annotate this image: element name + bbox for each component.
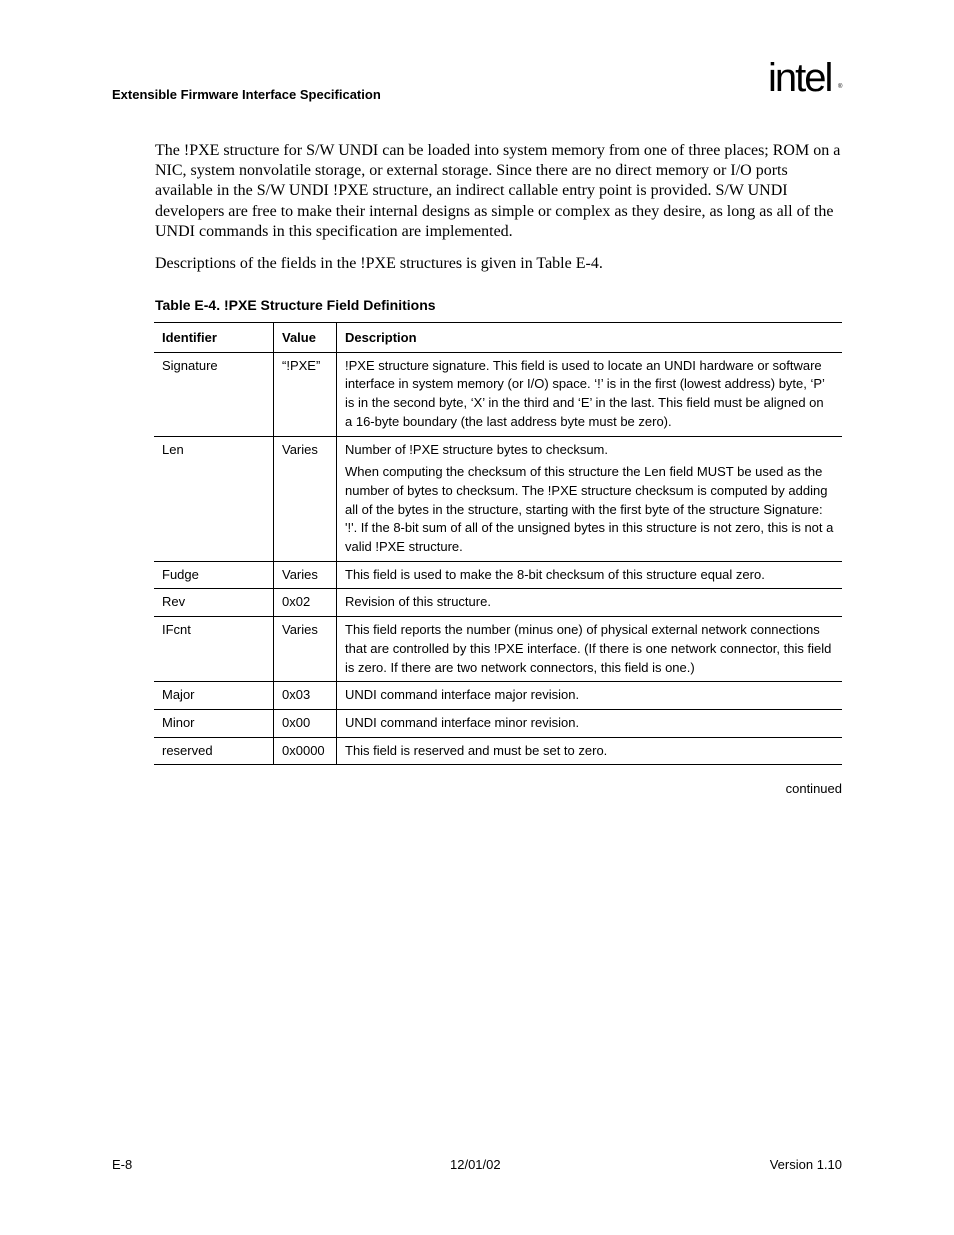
table-row bbox=[154, 737, 842, 765]
column-header-description: Description bbox=[337, 323, 843, 353]
cell-value: Varies bbox=[274, 436, 337, 561]
cell-value: “!PXE” bbox=[274, 352, 337, 436]
cell-value: Varies bbox=[274, 617, 337, 682]
cell-description bbox=[337, 737, 843, 765]
description-text: Revision of this structure. bbox=[345, 594, 491, 610]
cell-identifier: Major bbox=[154, 682, 274, 710]
registered-mark: ® bbox=[838, 84, 843, 90]
cell-description bbox=[337, 589, 843, 617]
cell-identifier: Minor bbox=[154, 709, 274, 737]
cell-value: 0x00 bbox=[274, 709, 337, 737]
footer-date: 12/01/02 bbox=[450, 1157, 501, 1172]
table-row bbox=[154, 561, 842, 589]
description-text: When computing the checksum of this structure the Len field MUST be used as the number of bytes to checksum. The !PXE structure checksum is computed by adding all of the bytes in the structure, starting with the first byte of the structure Signature: '!'. If the 8-bit sum of all of the unsigned bytes in this structure is not zero, this is not a valid !PXE structure. bbox=[345, 464, 834, 555]
table-continued-label: continued bbox=[785, 781, 842, 796]
table-header-row bbox=[154, 323, 842, 353]
cell-value: 0x03 bbox=[274, 682, 337, 710]
intro-paragraph: The !PXE structure for S/W UNDI can be loaded into system memory from one of three places; ROM on a NIC, system nonvolatile storage, or external storage. Since there are no direct memory or I/O ports available in the S/W UNDI !PXE structure, an indirect callable entry point is provided. S/W UNDI developers are free to make their internal designs as simple or complex as they desire, as long as all of the UNDI commands in this specification are implemented. bbox=[155, 142, 841, 240]
cell-identifier: Fudge bbox=[154, 561, 274, 589]
description-text: !PXE structure signature. This field is used to locate an UNDI hardware or software interface in system memory (or I/O) space. ‘!’ is in the first (lowest address) byte, ‘P’ is in the second byte, ‘X’ in the third and ‘E’ in the last. This field must be aligned on a 16-byte boundary (the last address byte must be zero). bbox=[345, 357, 825, 429]
cell-description bbox=[337, 682, 843, 710]
description-text: This field reports the number (minus one) of physical external network connections that are controlled by this !PXE interface. (If there is one network connector, this field is zero. If there are two network connectors, this field is one.) bbox=[345, 622, 832, 675]
table-reference-paragraph: Descriptions of the fields in the !PXE structures is given in Table E-4. bbox=[155, 255, 603, 272]
column-header-identifier: Identifier bbox=[154, 323, 274, 353]
cell-value: Varies bbox=[274, 561, 337, 589]
cell-description bbox=[337, 617, 843, 682]
description-text: UNDI command interface minor revision. bbox=[345, 714, 580, 730]
cell-value: 0x02 bbox=[274, 589, 337, 617]
table-row bbox=[154, 436, 842, 561]
intel-logo-wordmark: intel bbox=[768, 56, 832, 100]
pxe-field-definitions-table bbox=[154, 322, 842, 765]
description-text: UNDI command interface major revision. bbox=[345, 687, 580, 703]
cell-identifier: reserved bbox=[154, 737, 274, 765]
table-row bbox=[154, 617, 842, 682]
cell-description bbox=[337, 709, 843, 737]
description-text: This field is reserved and must be set to zero. bbox=[345, 742, 608, 758]
cell-description bbox=[337, 561, 843, 589]
cell-description bbox=[337, 352, 843, 436]
table-row bbox=[154, 682, 842, 710]
running-header-title: Extensible Firmware Interface Specification bbox=[112, 87, 381, 102]
table-row bbox=[154, 589, 842, 617]
description-text: This field is used to make the 8-bit checksum of this structure equal zero. bbox=[345, 566, 765, 582]
cell-identifier: IFcnt bbox=[154, 617, 274, 682]
cell-value: 0x0000 bbox=[274, 737, 337, 765]
cell-identifier: Rev bbox=[154, 589, 274, 617]
table-caption: Table E-4. !PXE Structure Field Definitions bbox=[155, 297, 436, 313]
cell-identifier: Len bbox=[154, 436, 274, 561]
table-row bbox=[154, 352, 842, 436]
footer-page-number: E-8 bbox=[112, 1157, 133, 1172]
cell-identifier: Signature bbox=[154, 352, 274, 436]
cell-description bbox=[337, 436, 843, 561]
table-row bbox=[154, 709, 842, 737]
footer-version: Version 1.10 bbox=[769, 1157, 842, 1172]
column-header-value: Value bbox=[274, 323, 337, 353]
description-text: Number of !PXE structure bytes to checksum. bbox=[345, 441, 608, 457]
intel-logo bbox=[768, 58, 848, 104]
